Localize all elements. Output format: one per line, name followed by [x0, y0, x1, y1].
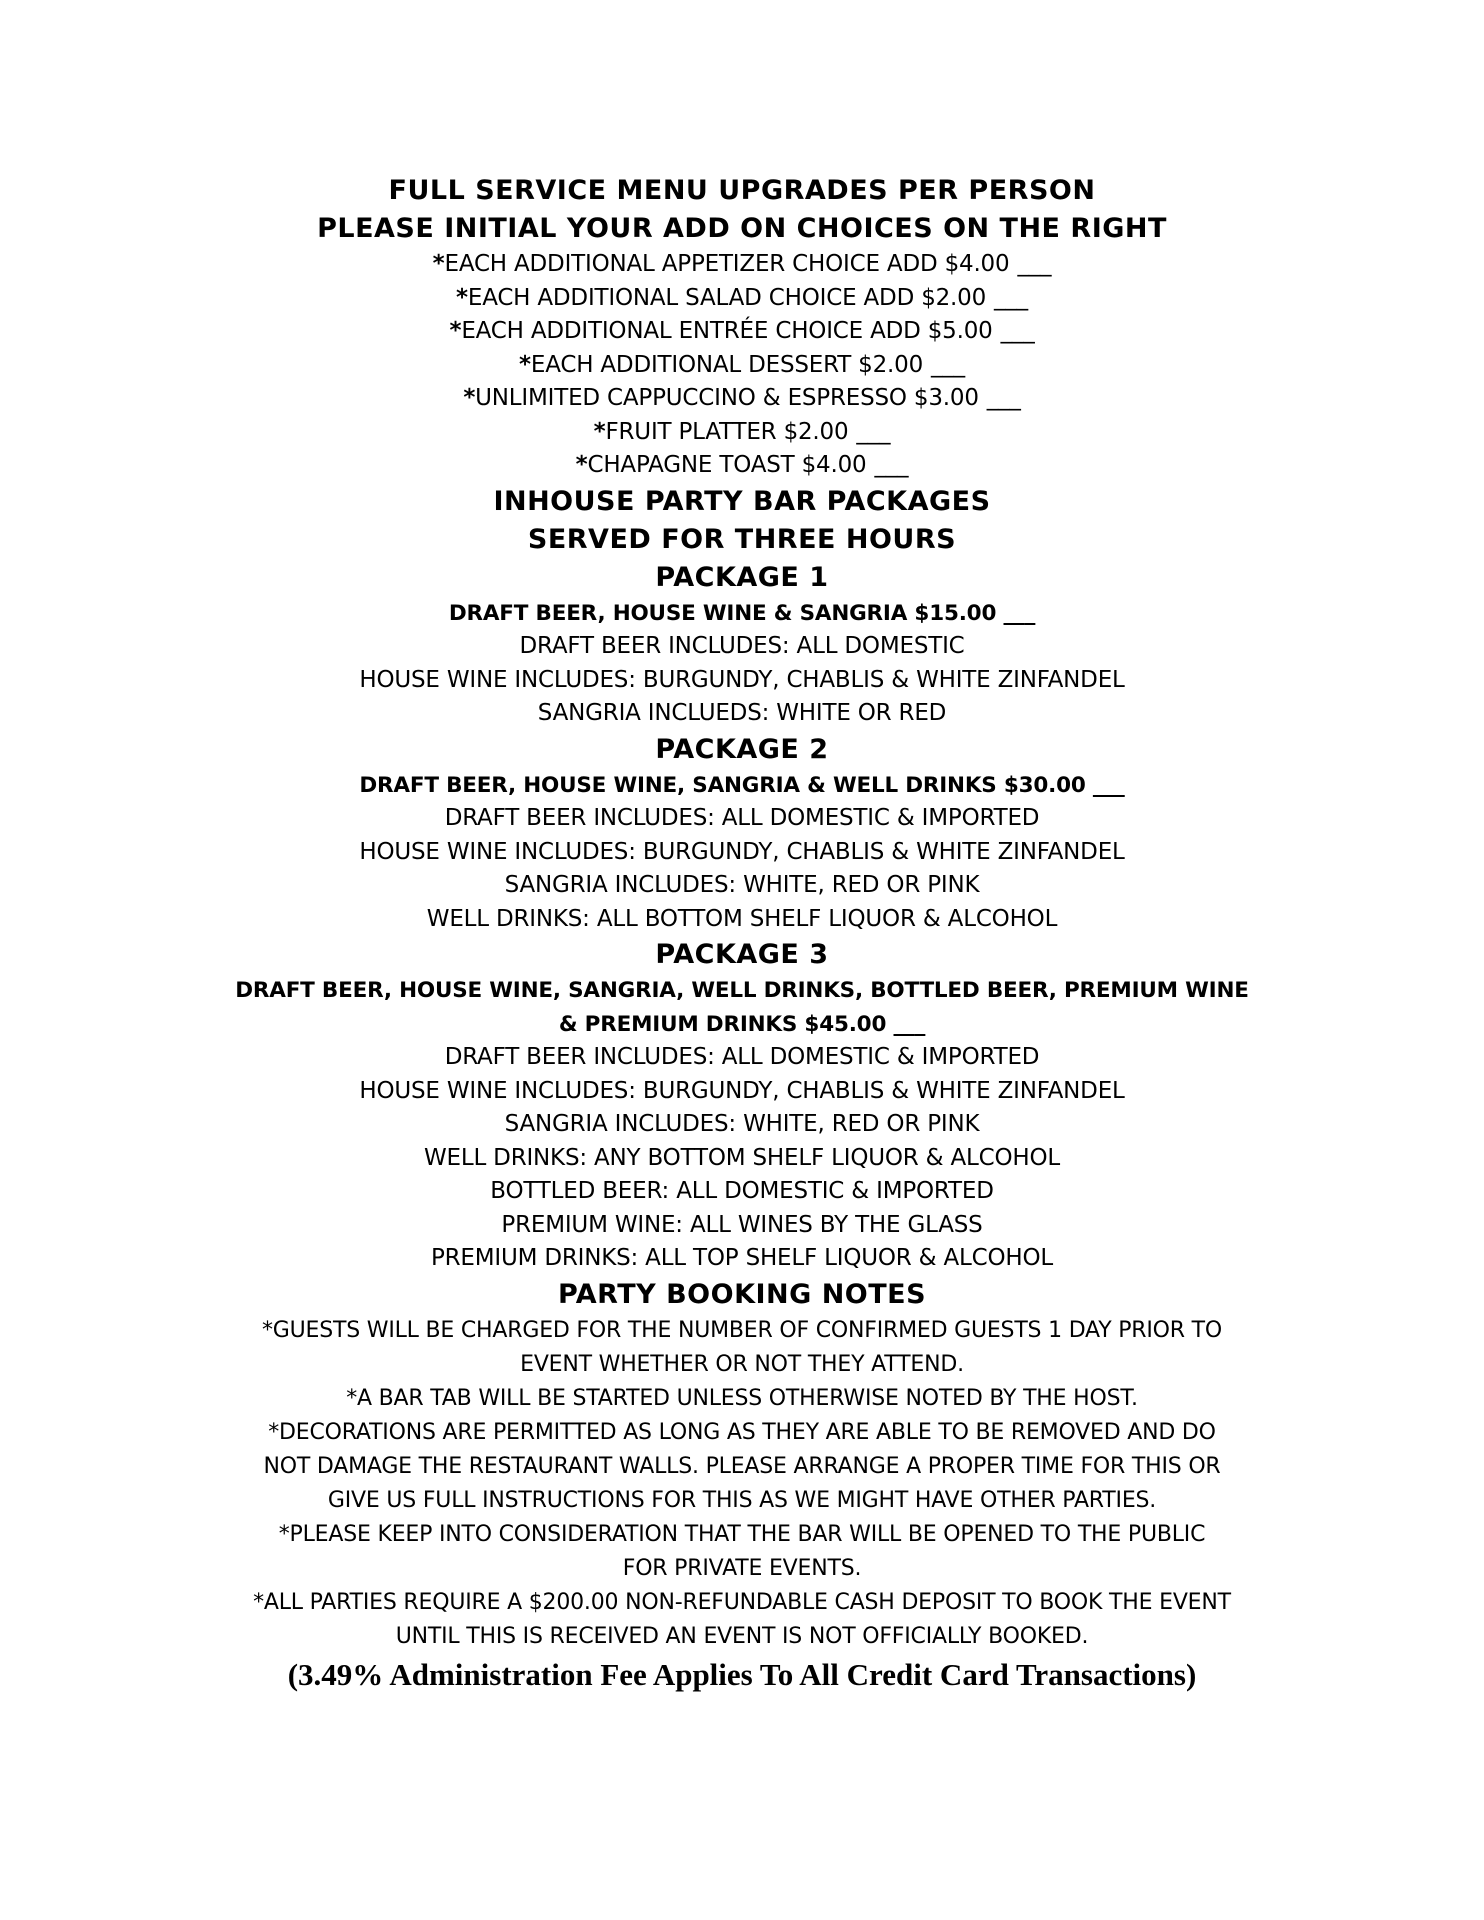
booking-note-line: FOR PRIVATE EVENTS. — [622, 1555, 862, 1581]
package-detail: WELL DRINKS: ANY BOTTOM SHELF LIQUOR & ALCOHOL — [423, 1144, 1061, 1171]
package-title-line: DRAFT BEER, HOUSE WINE, SANGRIA, WELL DRINKS, BOTTLED BEER, PREMIUM WINE — [235, 978, 1249, 1003]
upgrade-item — [0, 315, 1484, 349]
booking-note-line: NOT DAMAGE THE RESTAURANT WALLS. PLEASE ARRANGE A PROPER TIME FOR THIS OR — [263, 1453, 1221, 1479]
upgrade-items-list — [0, 248, 1484, 483]
initial-blank: ___ — [856, 418, 891, 445]
asterisk-mark: * — [463, 385, 476, 411]
asterisk-mark: * — [432, 251, 445, 277]
upgrade-item — [0, 349, 1484, 383]
package-detail: BOTTLED BEER: ALL DOMESTIC & IMPORTED — [490, 1178, 994, 1204]
package-detail: SANGRIA INCLUEDS: WHITE OR RED — [537, 700, 947, 726]
upgrade-item-label: CHAPAGNE TOAST $4.00 — [587, 452, 867, 478]
package-detail: PREMIUM WINE: ALL WINES BY THE GLASS — [501, 1211, 983, 1238]
upgrade-item-label: EACH ADDITIONAL SALAD CHOICE ADD $2.00 — [467, 284, 987, 311]
initial-blank: ___ — [874, 452, 909, 478]
booking-note-line: *PLEASE KEEP INTO CONSIDERATION THAT THE BAR WILL BE OPENED TO THE PUBLIC — [278, 1521, 1206, 1547]
credit-card-fee-notice: (3.49% Administration Fee Applies To All Credit Card Transactions) — [287, 1656, 1197, 1692]
asterisk-mark: * — [519, 351, 531, 378]
booking-notes-list — [0, 1314, 1484, 1654]
menu-document — [0, 172, 1484, 1696]
upgrade-item-label: FRUIT PLATTER $2.00 — [605, 418, 849, 445]
package-detail: SANGRIA INCLUDES: WHITE, RED OR PINK — [504, 872, 980, 898]
package-heading: PACKAGE 2 — [655, 733, 829, 765]
package-detail: HOUSE WINE INCLUDES: BURGUNDY, CHABLIS & WHITE ZINFANDEL — [359, 1077, 1125, 1104]
upgrade-item-label: UNLIMITED CAPPUCCINO & ESPRESSO $3.00 — [475, 385, 979, 411]
asterisk-mark: * — [449, 318, 462, 344]
initial-blank: ___ — [986, 385, 1021, 411]
upgrades-subtitle: PLEASE INITIAL YOUR ADD ON CHOICES ON THE RIGHT — [317, 213, 1167, 244]
asterisk-mark: * — [456, 284, 468, 311]
upgrade-item — [0, 282, 1484, 316]
upgrade-item-label: EACH ADDITIONAL DESSERT $2.00 — [530, 351, 924, 378]
initial-blank: ___ — [1000, 318, 1035, 344]
upgrade-item — [0, 382, 1484, 416]
asterisk-mark: * — [593, 418, 606, 445]
upgrade-item — [0, 416, 1484, 450]
upgrade-item — [0, 449, 1484, 483]
package-detail: HOUSE WINE INCLUDES: BURGUNDY, CHABLIS & WHITE ZINFANDEL — [359, 838, 1125, 865]
package-heading: PACKAGE 3 — [655, 939, 829, 970]
initial-blank: ___ — [1017, 251, 1052, 277]
package-heading: PACKAGE 1 — [655, 561, 829, 593]
bar-packages-subtitle: SERVED FOR THREE HOURS — [527, 523, 957, 555]
booking-note-line: EVENT WHETHER OR NOT THEY ATTEND. — [520, 1351, 964, 1377]
package-detail: PREMIUM DRINKS: ALL TOP SHELF LIQUOR & ALCOHOL — [430, 1245, 1054, 1271]
package-title-line: DRAFT BEER, HOUSE WINE, SANGRIA & WELL DRINKS $30.00 ___ — [359, 772, 1125, 798]
booking-note-line: *GUESTS WILL BE CHARGED FOR THE NUMBER OF CONFIRMED GUESTS 1 DAY PRIOR TO — [261, 1317, 1223, 1343]
booking-note-line: GIVE US FULL INSTRUCTIONS FOR THIS AS WE MIGHT HAVE OTHER PARTIES. — [327, 1487, 1157, 1513]
package-detail: DRAFT BEER INCLUDES: ALL DOMESTIC & IMPORTED — [444, 805, 1040, 831]
package-detail: SANGRIA INCLUDES: WHITE, RED OR PINK — [504, 1111, 980, 1137]
package-detail: WELL DRINKS: ALL BOTTOM SHELF LIQUOR & ALCOHOL — [426, 905, 1058, 932]
upgrade-item — [0, 248, 1484, 282]
booking-note-line: *A BAR TAB WILL BE STARTED UNLESS OTHERWISE NOTED BY THE HOST. — [346, 1385, 1138, 1411]
booking-notes-title: PARTY BOOKING NOTES — [557, 1278, 927, 1310]
bar-packages-list — [0, 559, 1484, 1276]
booking-note-line: *DECORATIONS ARE PERMITTED AS LONG AS THEY ARE ABLE TO BE REMOVED AND DO — [268, 1419, 1216, 1445]
booking-note-line: UNTIL THIS IS RECEIVED AN EVENT IS NOT OFFICIALLY BOOKED. — [395, 1623, 1089, 1649]
upgrades-title: FULL SERVICE MENU UPGRADES PER PERSON — [388, 175, 1096, 206]
package-detail: DRAFT BEER INCLUDES: ALL DOMESTIC — [519, 633, 965, 659]
asterisk-mark: * — [575, 452, 588, 478]
initial-blank: ___ — [931, 351, 965, 378]
package-detail: DRAFT BEER INCLUDES: ALL DOMESTIC & IMPORTED — [444, 1044, 1040, 1070]
upgrade-item-label: EACH ADDITIONAL ENTRÉE CHOICE ADD $5.00 — [461, 318, 993, 344]
package-title-line: DRAFT BEER, HOUSE WINE & SANGRIA $15.00 ___ — [448, 600, 1036, 626]
package-title-line: & PREMIUM DRINKS $45.00 ___ — [558, 1011, 926, 1037]
booking-note-line: *ALL PARTIES REQUIRE A $200.00 NON-REFUNDABLE CASH DEPOSIT TO BOOK THE EVENT — [253, 1589, 1231, 1615]
upgrade-item-label: EACH ADDITIONAL APPETIZER CHOICE ADD $4.00 — [444, 251, 1010, 277]
bar-packages-title: INHOUSE PARTY BAR PACKAGES — [493, 485, 991, 517]
initial-blank: ___ — [994, 284, 1028, 311]
package-detail: HOUSE WINE INCLUDES: BURGUNDY, CHABLIS & WHITE ZINFANDEL — [359, 666, 1125, 693]
